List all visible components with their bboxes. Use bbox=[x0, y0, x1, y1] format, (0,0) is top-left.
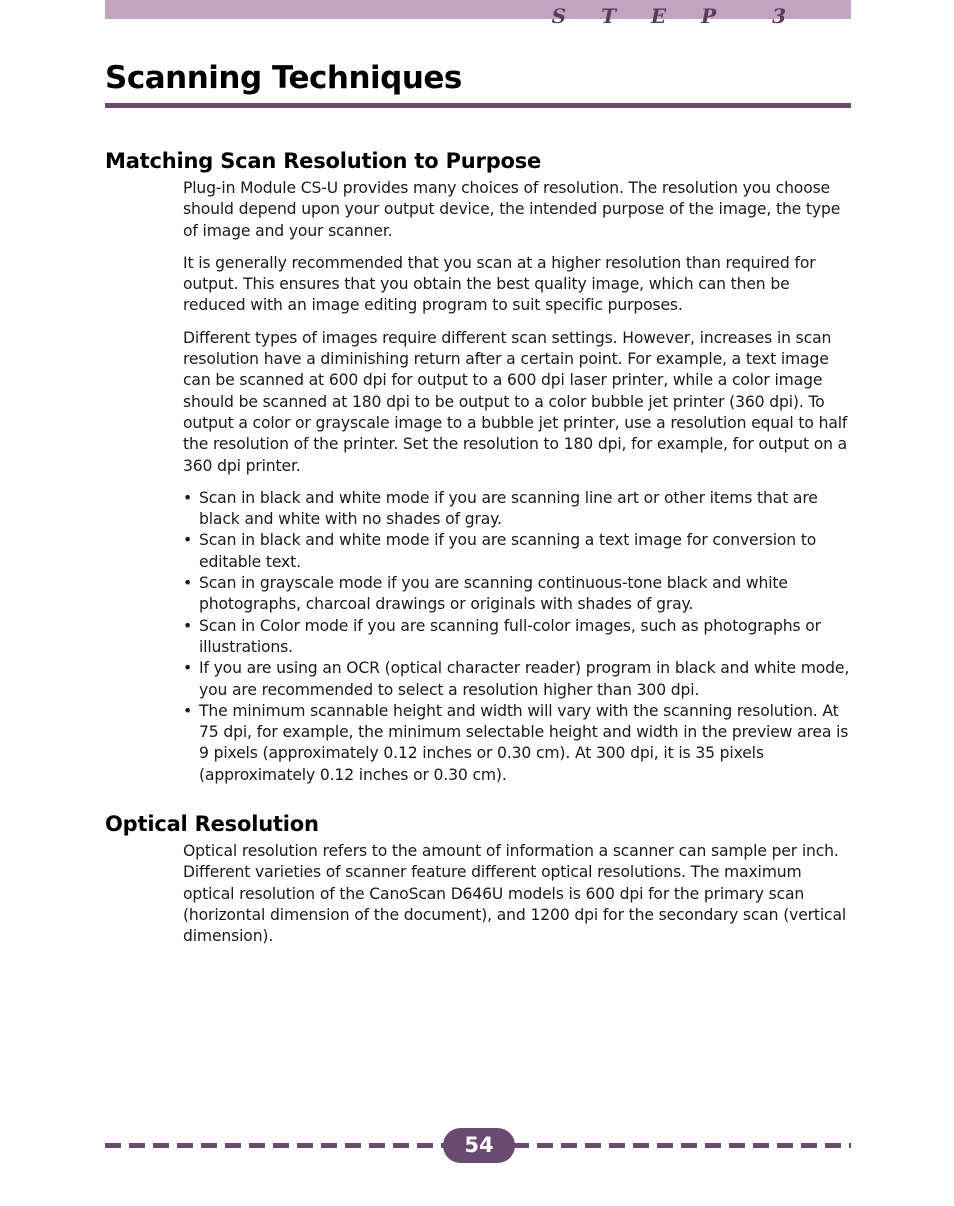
paragraph: Optical resolution refers to the amount of information a scanner can sample per inch. Different varieties of scanner feature different optical resolutions. The maximum optical resolution of the CanoScan D646U models is 600 dpi for the primary scan (horizontal dimension of the document), and 1200 dpi for the secondary scan (vertical dimension). bbox=[183, 842, 847, 946]
step-label: S T E P 3 bbox=[551, 4, 800, 28]
section-heading-matching-resolution: Matching Scan Resolution to Purpose bbox=[105, 149, 542, 173]
bullet-text: The minimum scannable height and width will vary with the scanning resolution. At 75 dpi, for example, the minimum selectable height and width in the preview area is 9 pixels (approximately 0.12 inches or 0.30 cm). At 300 dpi, it is 35 pixels (approximately 0.12 inches or 0.30 cm). bbox=[199, 701, 849, 784]
paragraph: Plug-in Module CS-U provides many choices of resolution. The resolution you choose should depend upon your output device, the intended purpose of the image, the type of image and your scanner. bbox=[183, 179, 841, 240]
bullet-item bbox=[183, 530, 853, 573]
footer-dashed-rule-right bbox=[513, 1143, 851, 1148]
bullet-marker: • bbox=[183, 616, 193, 635]
title-rule bbox=[105, 103, 851, 108]
bullet-item bbox=[183, 573, 853, 616]
bullet-marker: • bbox=[183, 659, 193, 678]
bullet-item bbox=[183, 488, 853, 531]
bullet-text: Scan in grayscale mode if you are scanning continuous-tone black and white photographs, charcoal drawings or originals with shades of gray. bbox=[199, 574, 788, 614]
bullet-marker: • bbox=[183, 531, 193, 550]
section-heading-optical-resolution: Optical Resolution bbox=[105, 812, 319, 836]
page-number: 54 bbox=[443, 1128, 515, 1163]
paragraph: It is generally recommended that you scan at a higher resolution than required for output. This ensures that you obtain the best quality image, which can then be reduced with an image editing program to suit specific purposes. bbox=[183, 253, 816, 315]
bullet-marker: • bbox=[183, 488, 193, 507]
page-footer bbox=[105, 1128, 851, 1164]
bullet-list bbox=[183, 488, 853, 786]
bullet-marker: • bbox=[183, 701, 193, 720]
paragraph: Different types of images require different scan settings. However, increases in scan resolution have a diminishing return after a certain point. For example, a text image can be scanned at 600 dpi for output to a 600 dpi laser printer, while a color image should be scanned at 180 dpi to be output to a color bubble jet printer (360 dpi). To output a color or grayscale image to a bubble jet printer, use a resolution equal to half the resolution of the printer. Set the resolution to 180 dpi, for example, for output on a 360 dpi printer. bbox=[183, 328, 848, 475]
bullet-marker: • bbox=[183, 574, 193, 593]
bullet-text: Scan in black and white mode if you are scanning line art or other items that are black and white with no shades of gray. bbox=[199, 488, 818, 529]
section-body-optical-resolution bbox=[183, 841, 853, 958]
section-body-matching-resolution bbox=[183, 178, 853, 786]
bullet-text: If you are using an OCR (optical character reader) program in black and white mode, you are recommended to select a resolution higher than 300 dpi. bbox=[199, 659, 850, 699]
bullet-item bbox=[183, 701, 853, 786]
page-title: Scanning Techniques bbox=[105, 60, 462, 96]
bullet-text: Scan in black and white mode if you are scanning a text image for conversion to editable text. bbox=[199, 531, 817, 571]
bullet-item bbox=[183, 616, 853, 659]
bullet-item bbox=[183, 658, 853, 701]
footer-dashed-rule-left bbox=[105, 1143, 445, 1148]
bullet-text: Scan in Color mode if you are scanning full-color images, such as photographs or illustrations. bbox=[199, 616, 821, 656]
